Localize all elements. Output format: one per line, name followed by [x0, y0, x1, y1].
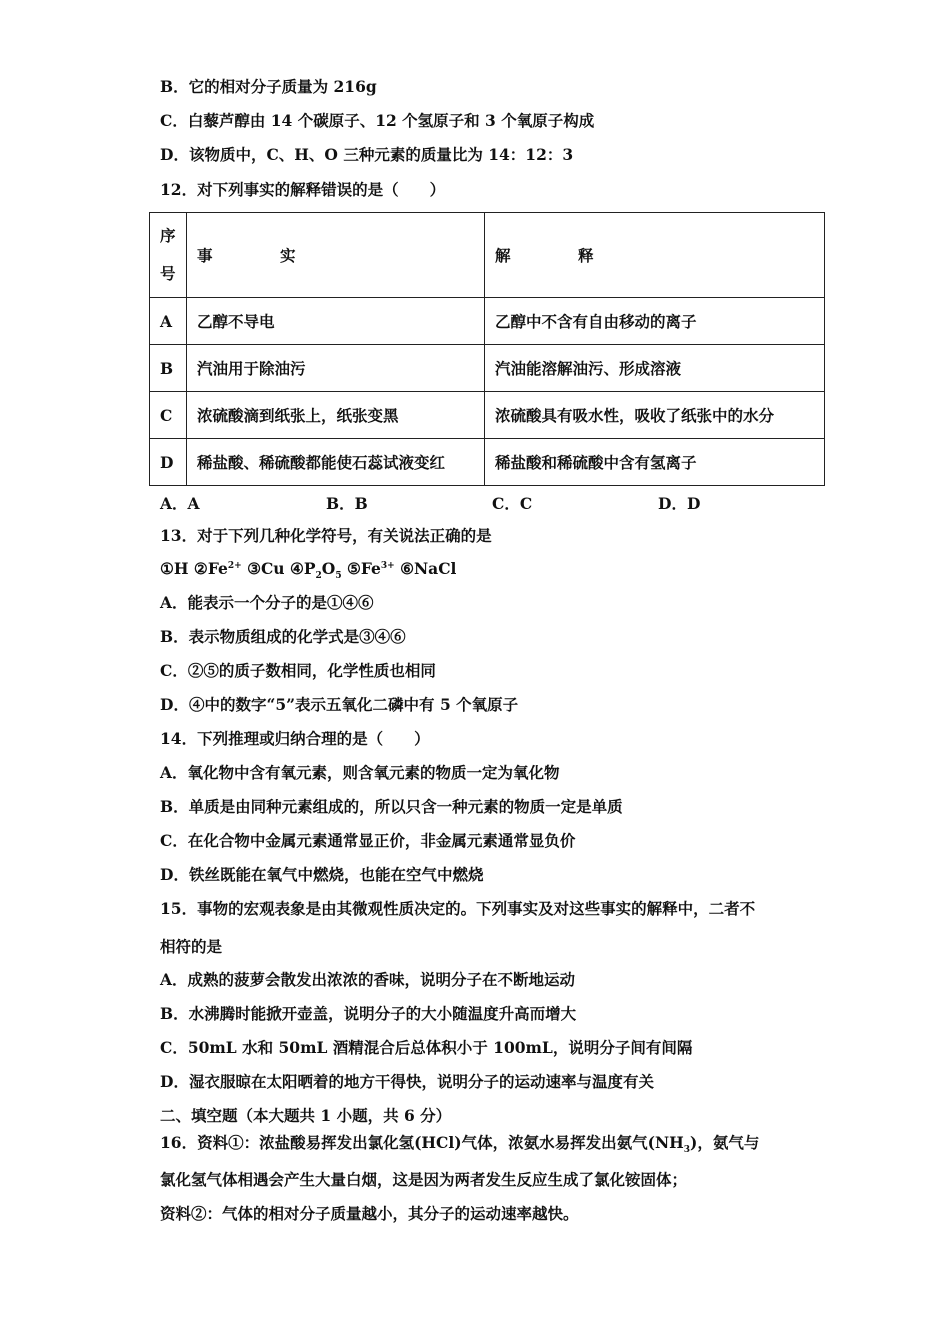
- q12-answer-b: B．B: [326, 494, 368, 513]
- q16-line1: 16．资料①：浓盐酸易挥发出氯化氢(HCl)气体，浓氨水易挥发出氨气$(NH_3)$，氨气与: [160, 1133, 760, 1156]
- row-fact: 乙醇不导电: [187, 298, 485, 345]
- q11-option-d: D．该物质中，C、H、O 三种元素的质量比为 14：12：3: [160, 145, 574, 164]
- q13-option-c: C．②⑤的质子数相同，化学性质也相同: [160, 661, 436, 680]
- q14-option-b: B．单质是由同种元素组成的，所以只含一种元素的物质一定是单质: [160, 797, 623, 816]
- section2-title: 二、填空题（本大题共 1 小题，共 6 分）: [160, 1106, 452, 1125]
- q14-option-d: D．铁丝既能在氧气中燃烧，也能在空气中燃烧: [160, 865, 484, 884]
- q12-answer-a: A．A: [160, 494, 200, 513]
- q12-answer-d: D．D: [658, 494, 701, 513]
- table-row: [150, 345, 825, 392]
- q15-option-d: D．湿衣服晾在太阳晒着的地方干得快，说明分子的运动速率与温度有关: [160, 1072, 654, 1091]
- q11-option-c: C．白藜芦醇由 14 个碳原子、12 个氢原子和 3 个氧原子构成: [160, 111, 595, 130]
- q13-option-a: A．能表示一个分子的是①④⑥: [160, 593, 374, 612]
- q15-option-b: B．水沸腾时能掀开壶盖，说明分子的大小随温度升高而增大: [160, 1004, 577, 1023]
- table-row: [150, 392, 825, 439]
- table-header-row: [150, 213, 825, 298]
- q16-line2: 氯化氢气体相遇会产生大量白烟，这是因为两者发生反应生成了氯化铵固体；: [160, 1170, 688, 1189]
- header-fact: 事 实: [187, 213, 485, 298]
- q14-stem: 14．下列推理或归纳合理的是（ ）: [160, 729, 430, 748]
- row-explain: 汽油能溶解油污、形成溶液: [485, 345, 825, 392]
- q14-option-c: C．在化合物中金属元素通常显正价，非金属元素通常显负价: [160, 831, 576, 850]
- q13-option-d: D．④中的数字“5”表示五氧化二磷中有 5 个氧原子: [160, 695, 519, 714]
- q12-answer-c: C．C: [492, 494, 533, 513]
- q13-stem: 13．对于下列几种化学符号，有关说法正确的是: [160, 526, 492, 545]
- q11-option-b: B．它的相对分子质量为 216g: [160, 77, 377, 96]
- q15-stem-line1: 15．事物的宏观表象是由其微观性质决定的。下列事实及对这些事实的解释中，二者不: [160, 899, 756, 918]
- q13-symbols: ①H $②Fe^{2+}$ ③Cu $④P_2O_5$ $⑤Fe^{3+}$ ⑥NaCl: [160, 559, 457, 582]
- table-row: [150, 439, 825, 486]
- header-seq-2: 号: [160, 264, 176, 283]
- table-row: [150, 298, 825, 345]
- row-fact: 汽油用于除油污: [187, 345, 485, 392]
- q16-line3: 资料②：气体的相对分子质量越小，其分子的运动速率越快。: [160, 1204, 579, 1223]
- row-fact: 浓硫酸滴到纸张上，纸张变黑: [187, 392, 485, 439]
- row-explain: 稀盐酸和稀硫酸中含有氢离子: [485, 439, 825, 486]
- row-explain: 浓硫酸具有吸水性，吸收了纸张中的水分: [485, 392, 825, 439]
- header-explain: 解 释: [485, 213, 825, 298]
- row-seq: C: [150, 392, 187, 439]
- row-fact: 稀盐酸、稀硫酸都能使石蕊试液变红: [187, 439, 485, 486]
- q12-table: [149, 212, 825, 486]
- row-seq: D: [150, 439, 187, 486]
- header-seq-1: 序: [160, 226, 176, 245]
- q15-option-c: C．50mL 水和 50mL 酒精混合后总体积小于 100mL，说明分子间有间隔: [160, 1038, 693, 1057]
- q15-stem-line2: 相符的是: [160, 937, 223, 956]
- row-seq: B: [150, 345, 187, 392]
- q14-option-a: A．氧化物中含有氧元素，则含氧元素的物质一定为氧化物: [160, 763, 560, 782]
- q12-stem: 12．对下列事实的解释错误的是（ ）: [160, 180, 446, 199]
- q13-option-b: B．表示物质组成的化学式是③④⑥: [160, 627, 406, 646]
- row-explain: 乙醇中不含有自由移动的离子: [485, 298, 825, 345]
- header-seq: [150, 213, 187, 298]
- row-seq: A: [150, 298, 187, 345]
- q15-option-a: A．成熟的菠萝会散发出浓浓的香味，说明分子在不断地运动: [160, 970, 576, 989]
